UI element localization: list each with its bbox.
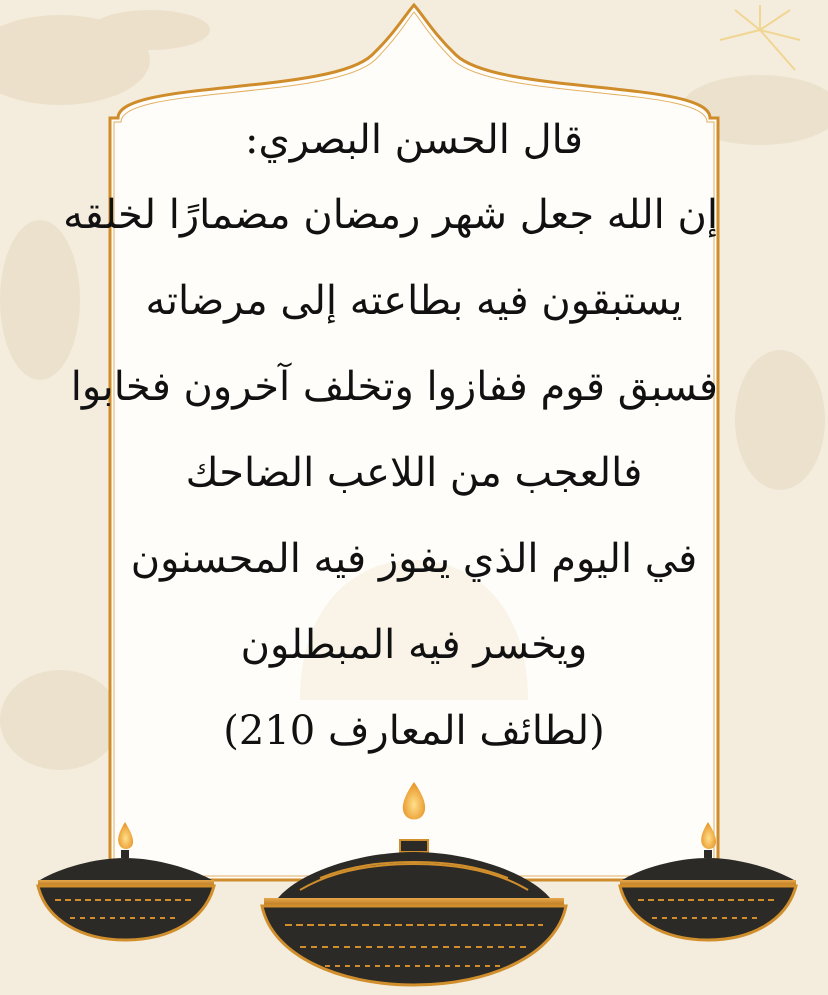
quote-attribution: قال الحسن البصري:: [245, 117, 583, 163]
quote-source: (لطائف المعارف 210): [223, 708, 605, 754]
quote-line: ويخسر فيه المبطلون: [240, 622, 588, 668]
quote-line: فسبق قوم ففازوا وتخلف آخرون فخابوا: [70, 364, 718, 410]
quote-line: يستبقون فيه بطاعته إلى مرضاته: [145, 278, 683, 324]
quote-line: فالعجب من اللاعب الضاحك: [185, 450, 643, 496]
quote-line: في اليوم الذي يفوز فيه المحسنون: [130, 536, 698, 582]
quote-text: [63, 108, 718, 774]
quote-line: إن الله جعل شهر رمضان مضمارًا لخلقه: [63, 192, 718, 238]
